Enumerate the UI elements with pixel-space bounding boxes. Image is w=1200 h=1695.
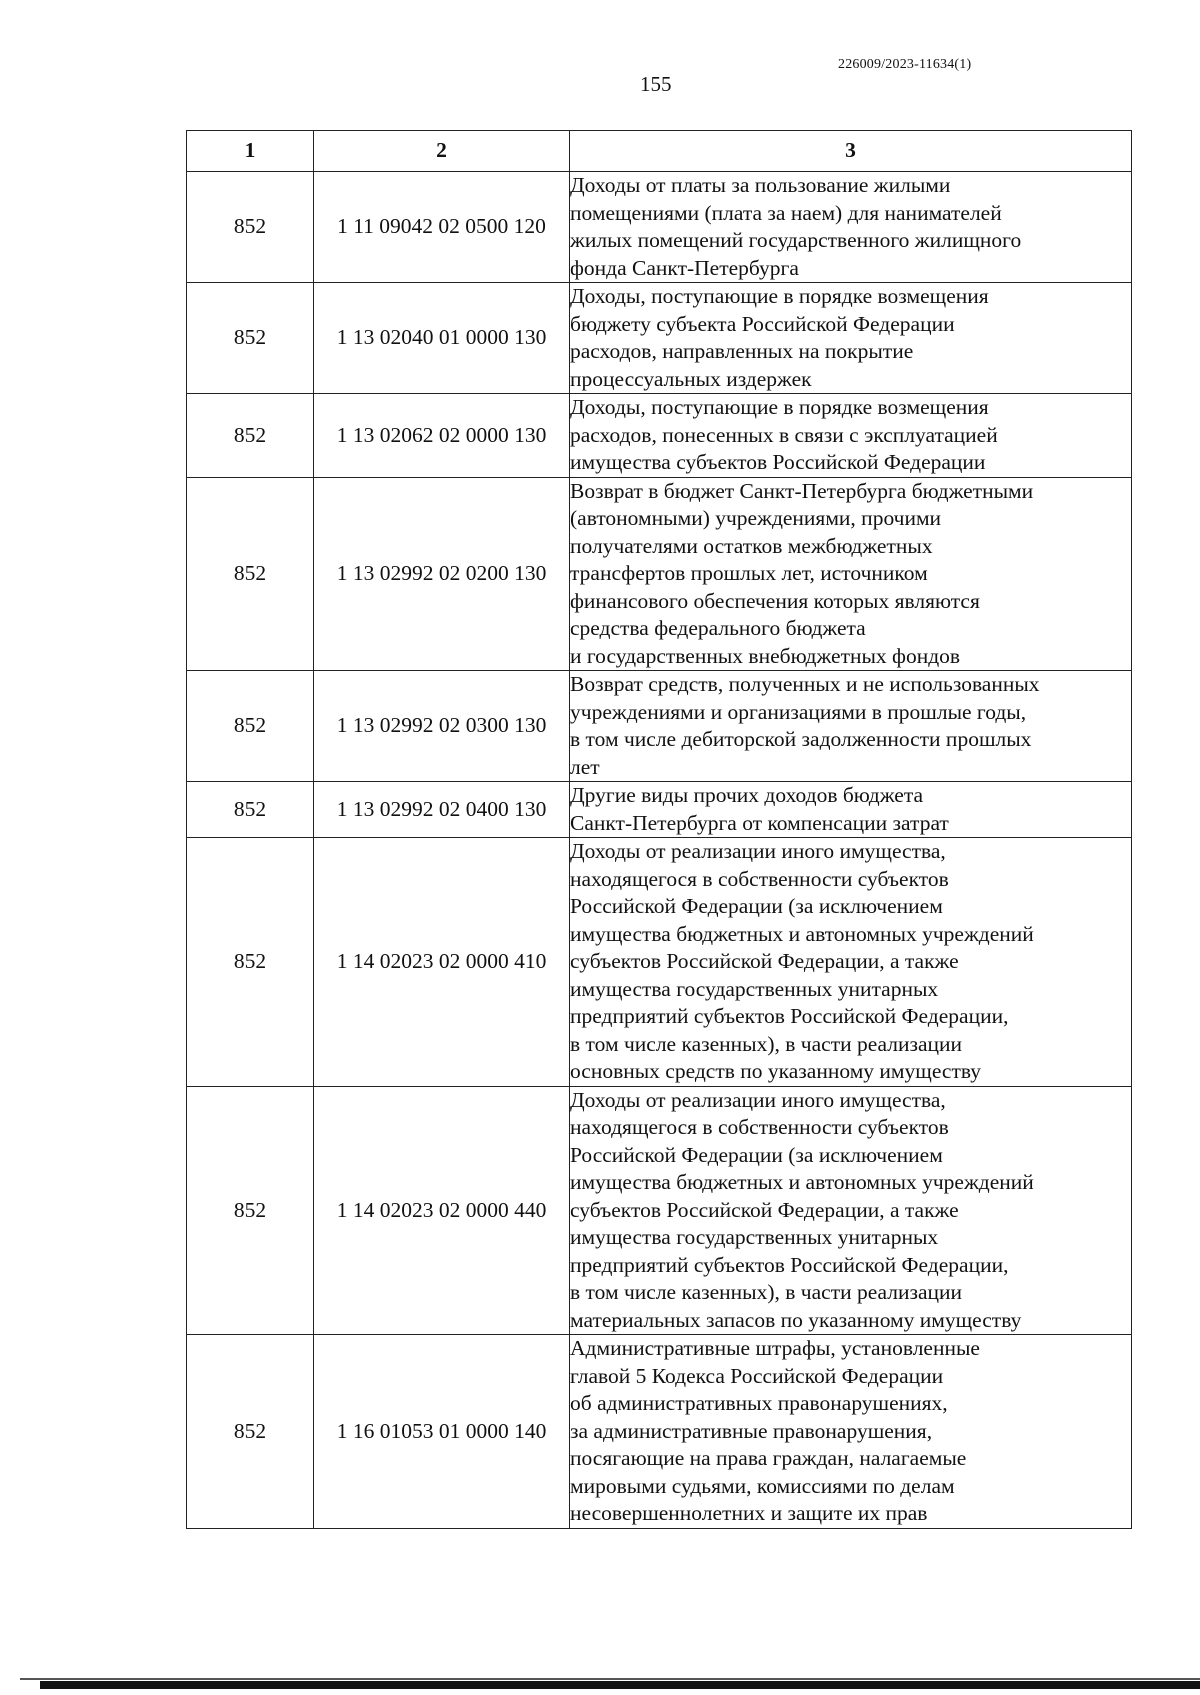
table-row: [187, 838, 1132, 1087]
revenue-code-cell: 1 11 09042 02 0500 120: [314, 172, 570, 283]
revenue-name-cell: Доходы от реализации иного имущества, находящегося в собственности субъектов Российской Федерации (за исключением имущества бюджетных и автономных учреждений субъектов Российской Федерации, а также имущества государственных унитарных предприятий субъектов Российской Федерации, в том числе казенных), в части реализации основных средств по указанному имуществу: [570, 838, 1132, 1087]
revenue-name-cell: Доходы от реализации иного имущества, находящегося в собственности субъектов Российской Федерации (за исключением имущества бюджетных и автономных учреждений субъектов Российской Федерации, а также имущества государственных унитарных предприятий субъектов Российской Федерации, в том числе казенных), в части реализации материальных запасов по указанному имуществу: [570, 1086, 1132, 1335]
scan-edge-bar: [40, 1681, 1200, 1689]
admin-code-cell: 852: [187, 671, 314, 782]
admin-code-cell: 852: [187, 172, 314, 283]
table-row: [187, 671, 1132, 782]
admin-code-cell: 852: [187, 782, 314, 838]
table-row: [187, 1086, 1132, 1335]
revenue-code-cell: 1 13 02062 02 0000 130: [314, 394, 570, 478]
revenue-code-cell: 1 13 02992 02 0400 130: [314, 782, 570, 838]
revenue-name-cell: Доходы, поступающие в порядке возмещения бюджету субъекта Российской Федерации расходов, направленных на покрытие процессуальных издержек: [570, 283, 1132, 394]
column-header-code: 2: [314, 131, 570, 172]
revenue-code-cell: 1 13 02992 02 0300 130: [314, 671, 570, 782]
revenue-name-cell: Возврат средств, полученных и не использованных учреждениями и организациями в прошлые годы, в том числе дебиторской задолженности прошлых лет: [570, 671, 1132, 782]
revenue-code-cell: 1 13 02040 01 0000 130: [314, 283, 570, 394]
revenue-name-cell: Доходы, поступающие в порядке возмещения расходов, понесенных в связи с эксплуатацией имущества субъектов Российской Федерации: [570, 394, 1132, 478]
table-row: [187, 1335, 1132, 1529]
page-number: 155: [640, 72, 672, 96]
revenue-code-cell: 1 14 02023 02 0000 440: [314, 1086, 570, 1335]
revenue-name-cell: Доходы от платы за пользование жилыми помещениями (плата за наем) для нанимателей жилых помещений государственного жилищного фонда Санкт-Петербурга: [570, 172, 1132, 283]
admin-code-cell: 852: [187, 838, 314, 1087]
table-row: [187, 283, 1132, 394]
table-row: [187, 172, 1132, 283]
revenue-codes-table: [186, 130, 1132, 1529]
table-row: [187, 394, 1132, 478]
revenue-name-cell: Возврат в бюджет Санкт-Петербурга бюджетными (автономными) учреждениями, прочими получателями остатков межбюджетных трансфертов прошлых лет, источником финансового обеспечения которых являются средства федерального бюджета и государственных внебюджетных фондов: [570, 477, 1132, 671]
admin-code-cell: 852: [187, 283, 314, 394]
revenue-code-cell: 1 13 02992 02 0200 130: [314, 477, 570, 671]
table-row: [187, 782, 1132, 838]
column-header-name: 3: [570, 131, 1132, 172]
table-row: [187, 477, 1132, 671]
admin-code-cell: 852: [187, 394, 314, 478]
revenue-code-cell: 1 14 02023 02 0000 410: [314, 838, 570, 1087]
document-id: 226009/2023-11634(1): [838, 57, 972, 72]
revenue-code-cell: 1 16 01053 01 0000 140: [314, 1335, 570, 1529]
admin-code-cell: 852: [187, 1335, 314, 1529]
admin-code-cell: 852: [187, 1086, 314, 1335]
revenue-name-cell: Административные штрафы, установленные главой 5 Кодекса Российской Федерации об административных правонарушениях, за административные правонарушения, посягающие на права граждан, налагаемые мировыми судьями, комиссиями по делам несовершеннолетних и защите их прав: [570, 1335, 1132, 1529]
scan-edge-line: [20, 1678, 1200, 1680]
table-body: [187, 172, 1132, 1529]
revenue-name-cell: Другие виды прочих доходов бюджета Санкт-Петербурга от компенсации затрат: [570, 782, 1132, 838]
admin-code-cell: 852: [187, 477, 314, 671]
table-header-row: [187, 131, 1132, 172]
column-header-admin: 1: [187, 131, 314, 172]
